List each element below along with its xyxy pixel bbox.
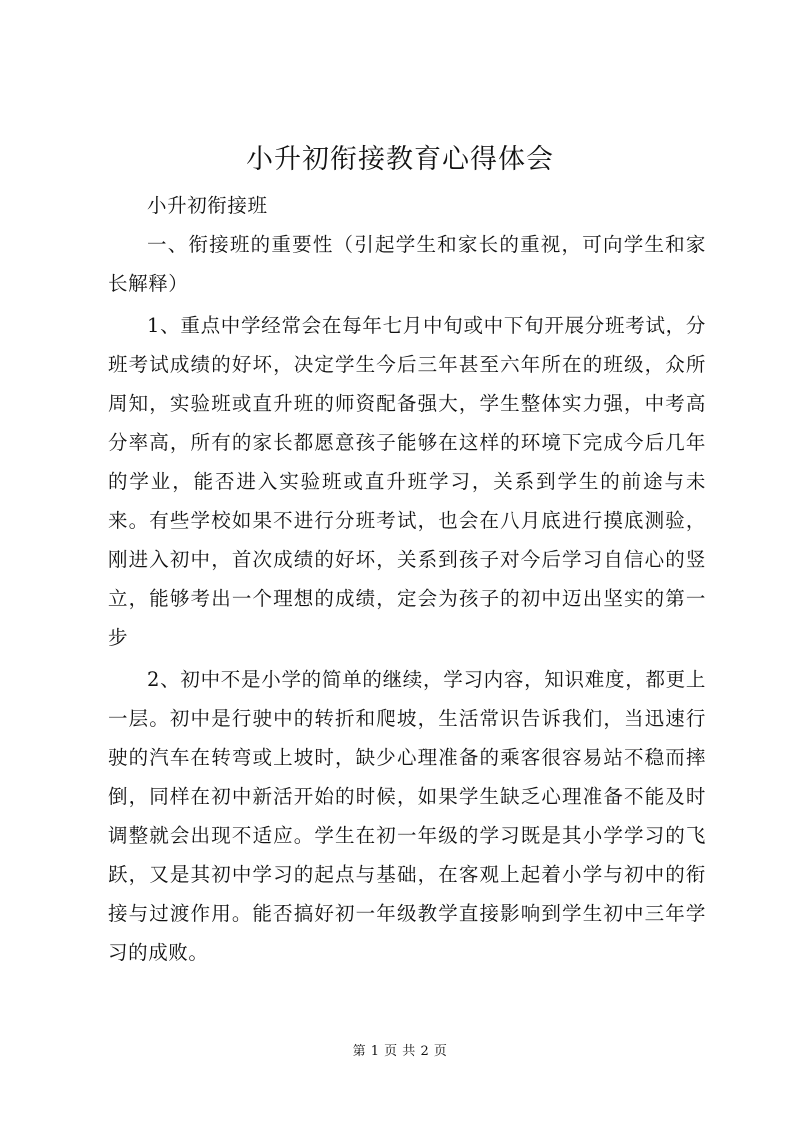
paragraph-point-2: 2、初中不是小学的简单的继续，学习内容，知识难度，都更上一层。初中是行驶中的转折和爬坡，生活常识告诉我们，当迅速行驶的汽车在转弯或上坡时，缺少心理准备的乘客很容易站不稳而摔倒，同样在初中新活开始的时候，如果学生缺乏心理准备不能及时调整就会出现不适应。学生在初一年级的学习既是其小学学习的飞跃，又是其初中学习的起点与基础，在客观上起着小学与初中的衔接与过渡作用。能否搞好初一年级教学直接影响到学生初中三年学习的成败。: [108, 668, 706, 964]
paragraph-subtitle: 小升初衔接班: [147, 194, 268, 217]
paragraph-section-heading: 一、衔接班的重要性（引起学生和家长的重视，可向学生和家长解释）: [108, 233, 706, 295]
document-body: [108, 186, 706, 972]
document-title: 小升初衔接教育心得体会: [246, 144, 554, 175]
page-footer: 第 1 页 共 2 页: [352, 1044, 448, 1059]
paragraph-point-1: 1、重点中学经常会在每年七月中旬或中下旬开展分班考试，分班考试成绩的好坏，决定学生今后三年甚至六年所在的班级，众所周知，实验班或直升班的师资配备强大，学生整体实力强，中考高分率高，所有的家长都愿意孩子能够在这样的环境下完成今后几年的学业，能否进入实验班或直升班学习，关系到学生的前途与未来。有些学校如果不进行分班考试，也会在八月底进行摸底测验，刚进入初中，首次成绩的好坏，关系到孩子对今后学习自信心的竖立，能够考出一个理想的成绩，定会为孩子的初中迈出坚实的第一步: [108, 314, 706, 649]
